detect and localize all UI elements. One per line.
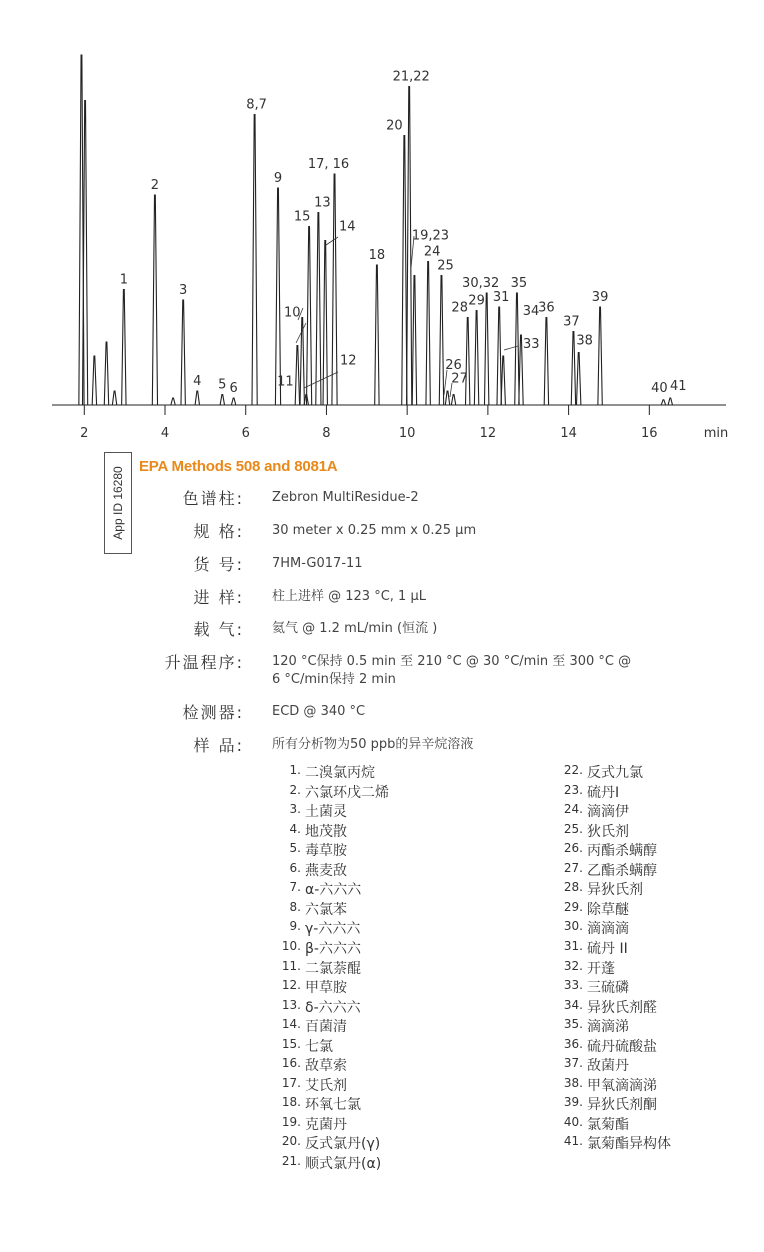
- peak-label: 15: [293, 209, 311, 225]
- peak-label: 35: [510, 276, 528, 291]
- compound-name: 甲草胺: [305, 980, 347, 997]
- peak-label: 11: [277, 374, 294, 390]
- compound-number: 6.: [289, 860, 301, 875]
- compound-number: 5.: [289, 841, 301, 856]
- leader-line-14: [326, 237, 338, 245]
- peak-label: 17, 16: [307, 157, 350, 172]
- peak-17-16: [332, 174, 337, 405]
- peak-label: 39: [591, 290, 609, 305]
- peak-solvent-4: [112, 391, 116, 405]
- peak-28: [466, 318, 470, 406]
- param-label: 色谱柱:: [182, 489, 244, 508]
- peak-39: [598, 307, 602, 405]
- compound-name: γ-六六六: [305, 921, 361, 938]
- peak-label: 28: [451, 300, 468, 316]
- peak-label: 37: [563, 314, 580, 330]
- x-tick-label: 6: [241, 426, 250, 441]
- x-tick-label: 10: [398, 426, 416, 441]
- compound-name: 百菌清: [305, 1019, 347, 1036]
- peak-label: 10: [283, 305, 301, 321]
- compound-name: 顺式氯丹(α): [305, 1156, 382, 1172]
- compound-number: 30.: [563, 919, 583, 934]
- peak-21-22: [407, 87, 412, 406]
- peak-27: [451, 395, 455, 406]
- compound-number: 33.: [563, 978, 583, 993]
- param-value-line2: 6 °C/min保持 2 min: [272, 672, 396, 687]
- compound-name: 硫丹I: [587, 784, 620, 801]
- param-label: 载 气:: [193, 620, 244, 639]
- param-label: 货 号:: [193, 555, 244, 574]
- compound-name: 硫丹硫酸盐: [587, 1038, 657, 1055]
- compound-number: 37.: [563, 1056, 583, 1071]
- compound-number: 32.: [563, 958, 583, 973]
- app-id-text: App ID 16280: [111, 466, 125, 540]
- peak-label: 21,22: [392, 69, 430, 85]
- compound-name: 环氧七氯: [305, 1097, 361, 1114]
- x-tick-label: 2: [80, 426, 89, 441]
- compound-name: 异狄氏剂酮: [587, 1097, 657, 1114]
- peak-label: 3: [179, 283, 188, 298]
- compound-name: 丙酯杀螨醇: [587, 843, 657, 860]
- compound-number: 26.: [563, 841, 583, 856]
- compound-number: 16.: [281, 1056, 301, 1071]
- peak-label: 36: [538, 300, 555, 316]
- compound-name: 反式氯丹(γ): [305, 1136, 381, 1153]
- compound-number: 20.: [281, 1134, 301, 1149]
- compound-name: 七氯: [305, 1038, 333, 1055]
- peak-label: 40: [651, 380, 668, 396]
- peak-1: [122, 290, 126, 406]
- peak-label: 12: [339, 353, 357, 369]
- param-label: 样 品:: [193, 736, 244, 755]
- compound-name: 反式九氯: [587, 765, 643, 781]
- peak-label: 24: [423, 244, 441, 260]
- compound-name: 六氯苯: [305, 901, 347, 918]
- peak-solvent-7: [171, 398, 175, 405]
- peak-38: [576, 353, 580, 406]
- param-value: 7HM-G017-11: [272, 556, 363, 571]
- peak-solvent-2: [92, 356, 96, 405]
- peak-25: [439, 276, 443, 406]
- peak-label: 19,23: [411, 228, 450, 244]
- compound-name: 滴滴滴: [587, 921, 629, 938]
- compound-number: 23.: [563, 782, 583, 797]
- compound-name: α-六六六: [305, 882, 362, 899]
- compound-number: 17.: [281, 1075, 301, 1090]
- peak-5: [220, 395, 224, 406]
- x-axis-label: min: [703, 426, 729, 441]
- peak-label: 6: [229, 381, 238, 396]
- peak-label: 5: [218, 377, 227, 393]
- compound-name: 土菌灵: [305, 804, 347, 821]
- compound-number: 35.: [563, 1017, 583, 1032]
- compound-number: 13.: [281, 997, 301, 1012]
- peak-2: [152, 195, 157, 405]
- compound-name: 地茂散: [305, 823, 347, 840]
- param-value: 所有分析物为50 ppb的异辛烷溶液: [272, 737, 474, 752]
- peak-33: [501, 356, 505, 405]
- compound-name: 乙酯杀螨醇: [587, 862, 657, 879]
- peak-label: 18: [368, 248, 386, 263]
- peak-label: 14: [338, 219, 356, 235]
- compound-number: 15.: [281, 1036, 301, 1051]
- chromatogram-chart: [0, 0, 764, 450]
- compound-name: 异狄氏剂: [587, 882, 643, 899]
- param-label: 进 样:: [193, 588, 244, 607]
- peak-26: [445, 391, 449, 405]
- compound-name: 狄氏剂: [587, 823, 629, 840]
- peak-4: [195, 391, 199, 405]
- compound-name: 三硫磷: [587, 980, 629, 997]
- x-tick-label: 16: [641, 426, 658, 441]
- compound-name: 异狄氏剂醛: [587, 999, 657, 1016]
- peak-label: 34: [522, 304, 540, 319]
- compound-name: 氯菊酯: [587, 1116, 629, 1133]
- x-tick-label: 8: [322, 426, 331, 441]
- peak-label: 2: [150, 178, 160, 193]
- peak-36: [544, 318, 548, 406]
- peak-8-7: [252, 115, 257, 406]
- compound-number: 18.: [281, 1095, 301, 1110]
- peak-label: 33: [522, 337, 540, 352]
- peak-label: 1: [119, 272, 128, 288]
- compound-number: 39.: [563, 1095, 583, 1110]
- x-tick-label: 14: [560, 426, 577, 441]
- compound-number: 2.: [289, 782, 301, 797]
- param-value: ECD @ 340 °C: [272, 704, 366, 719]
- peak-label: 29: [468, 293, 485, 309]
- compound-name: 敌菌丹: [587, 1058, 629, 1075]
- peak-11: [295, 346, 299, 406]
- compound-number: 7.: [289, 880, 301, 895]
- compound-number: 14.: [281, 1017, 301, 1032]
- peak-29: [474, 311, 478, 406]
- compound-name: 毒草胺: [305, 843, 347, 860]
- compound-number: 40.: [563, 1114, 583, 1129]
- compound-number: 22.: [563, 763, 583, 777]
- compound-number: 3.: [289, 802, 301, 817]
- compound-number: 38.: [563, 1075, 583, 1090]
- method-title: EPA Methods 508 and 8081A: [139, 458, 338, 475]
- compound-number: 12.: [281, 978, 301, 993]
- compound-number: 25.: [563, 821, 583, 836]
- compound-number: 1.: [289, 763, 301, 777]
- peak-label: 20: [386, 118, 403, 134]
- peak-solvent-3: [104, 342, 108, 405]
- peak-label: 4: [193, 374, 202, 389]
- param-value: 120 °C保持 0.5 min 至 210 °C @ 30 °C/min 至 300 °C @: [272, 654, 632, 669]
- peak-24: [426, 262, 430, 406]
- peak-6: [231, 398, 235, 405]
- compound-number: 36.: [563, 1036, 583, 1051]
- compound-number: 21.: [281, 1154, 301, 1168]
- compound-name: 滴滴伊: [587, 804, 629, 821]
- peak-15: [306, 227, 311, 406]
- peak-solvent-1: [82, 101, 87, 406]
- peak-label: 26: [445, 358, 462, 373]
- compound-name: 敌草索: [305, 1058, 347, 1075]
- peak-37: [571, 332, 575, 406]
- compound-name: 二溴氯丙烷: [305, 765, 375, 781]
- peak-13: [316, 213, 321, 406]
- peak-label: 13: [314, 195, 331, 211]
- x-tick-label: 12: [479, 426, 497, 441]
- peak-label: 8,7: [246, 97, 267, 113]
- compound-name: 燕麦敌: [305, 862, 347, 879]
- compound-number: 34.: [563, 997, 583, 1012]
- compound-name: 硫丹 II: [587, 940, 628, 957]
- compound-number: 9.: [289, 919, 301, 934]
- param-label: 检测器:: [182, 703, 244, 722]
- peak-3: [181, 300, 185, 405]
- compound-name: 滴滴涕: [587, 1019, 629, 1036]
- compound-number: 28.: [563, 880, 583, 895]
- peak-label: 38: [576, 333, 593, 349]
- compound-name: δ-六六六: [305, 999, 361, 1016]
- peak-label: 41: [670, 379, 687, 394]
- compound-name: 艾氏剂: [305, 1077, 347, 1094]
- param-value: Zebron MultiResidue-2: [272, 490, 419, 505]
- compound-number: 31.: [563, 938, 583, 953]
- compound-number: 11.: [281, 958, 301, 973]
- compound-name: 克菌丹: [305, 1116, 347, 1133]
- compound-number: 29.: [563, 899, 583, 914]
- peak-19-23: [412, 276, 416, 406]
- app-id-box: [104, 452, 132, 554]
- compound-name: β-六六六: [305, 940, 361, 957]
- compound-name: 甲氧滴滴涕: [587, 1077, 657, 1094]
- compound-name: 六氯环戊二烯: [305, 784, 389, 801]
- peak-35: [515, 293, 519, 405]
- peak-label: 27: [451, 371, 468, 387]
- param-label: 规 格:: [193, 522, 244, 541]
- x-tick-label: 4: [160, 426, 170, 441]
- peak-14: [323, 241, 327, 406]
- peak-label: 31: [492, 290, 510, 305]
- peak-31: [497, 307, 501, 405]
- compound-number: 4.: [289, 821, 301, 836]
- compound-name: 开蓬: [587, 960, 615, 977]
- peak-30-32: [484, 293, 488, 405]
- compound-name: 氯菊酯异构体: [587, 1136, 671, 1153]
- peak-9: [275, 188, 280, 405]
- compound-name: 除草醚: [587, 901, 629, 918]
- param-value: 柱上进样 @ 123 °C, 1 µL: [272, 589, 426, 604]
- compound-name: 二氯萘醌: [305, 960, 361, 977]
- peak-18: [375, 265, 379, 405]
- compound-number: 27.: [563, 860, 583, 875]
- compound-number: 19.: [281, 1114, 301, 1129]
- peak-label: 9: [273, 171, 283, 186]
- param-value: 氦气 @ 1.2 mL/min (恒流 ): [272, 621, 438, 636]
- param-label: 升温程序:: [164, 653, 244, 672]
- compound-number: 10.: [281, 938, 301, 953]
- peak-label: 30,32: [462, 276, 500, 291]
- param-value: 30 meter x 0.25 mm x 0.25 µm: [272, 523, 477, 538]
- peak-41: [668, 398, 672, 405]
- compound-number: 8.: [289, 899, 301, 914]
- peak-20: [402, 136, 407, 406]
- peak-label: 25: [437, 258, 454, 274]
- compound-number: 41.: [563, 1134, 583, 1149]
- peak-40: [661, 400, 665, 405]
- x-axis: [80, 405, 728, 441]
- chromatogram-trace-layer: [52, 55, 726, 405]
- compound-number: 24.: [563, 802, 583, 817]
